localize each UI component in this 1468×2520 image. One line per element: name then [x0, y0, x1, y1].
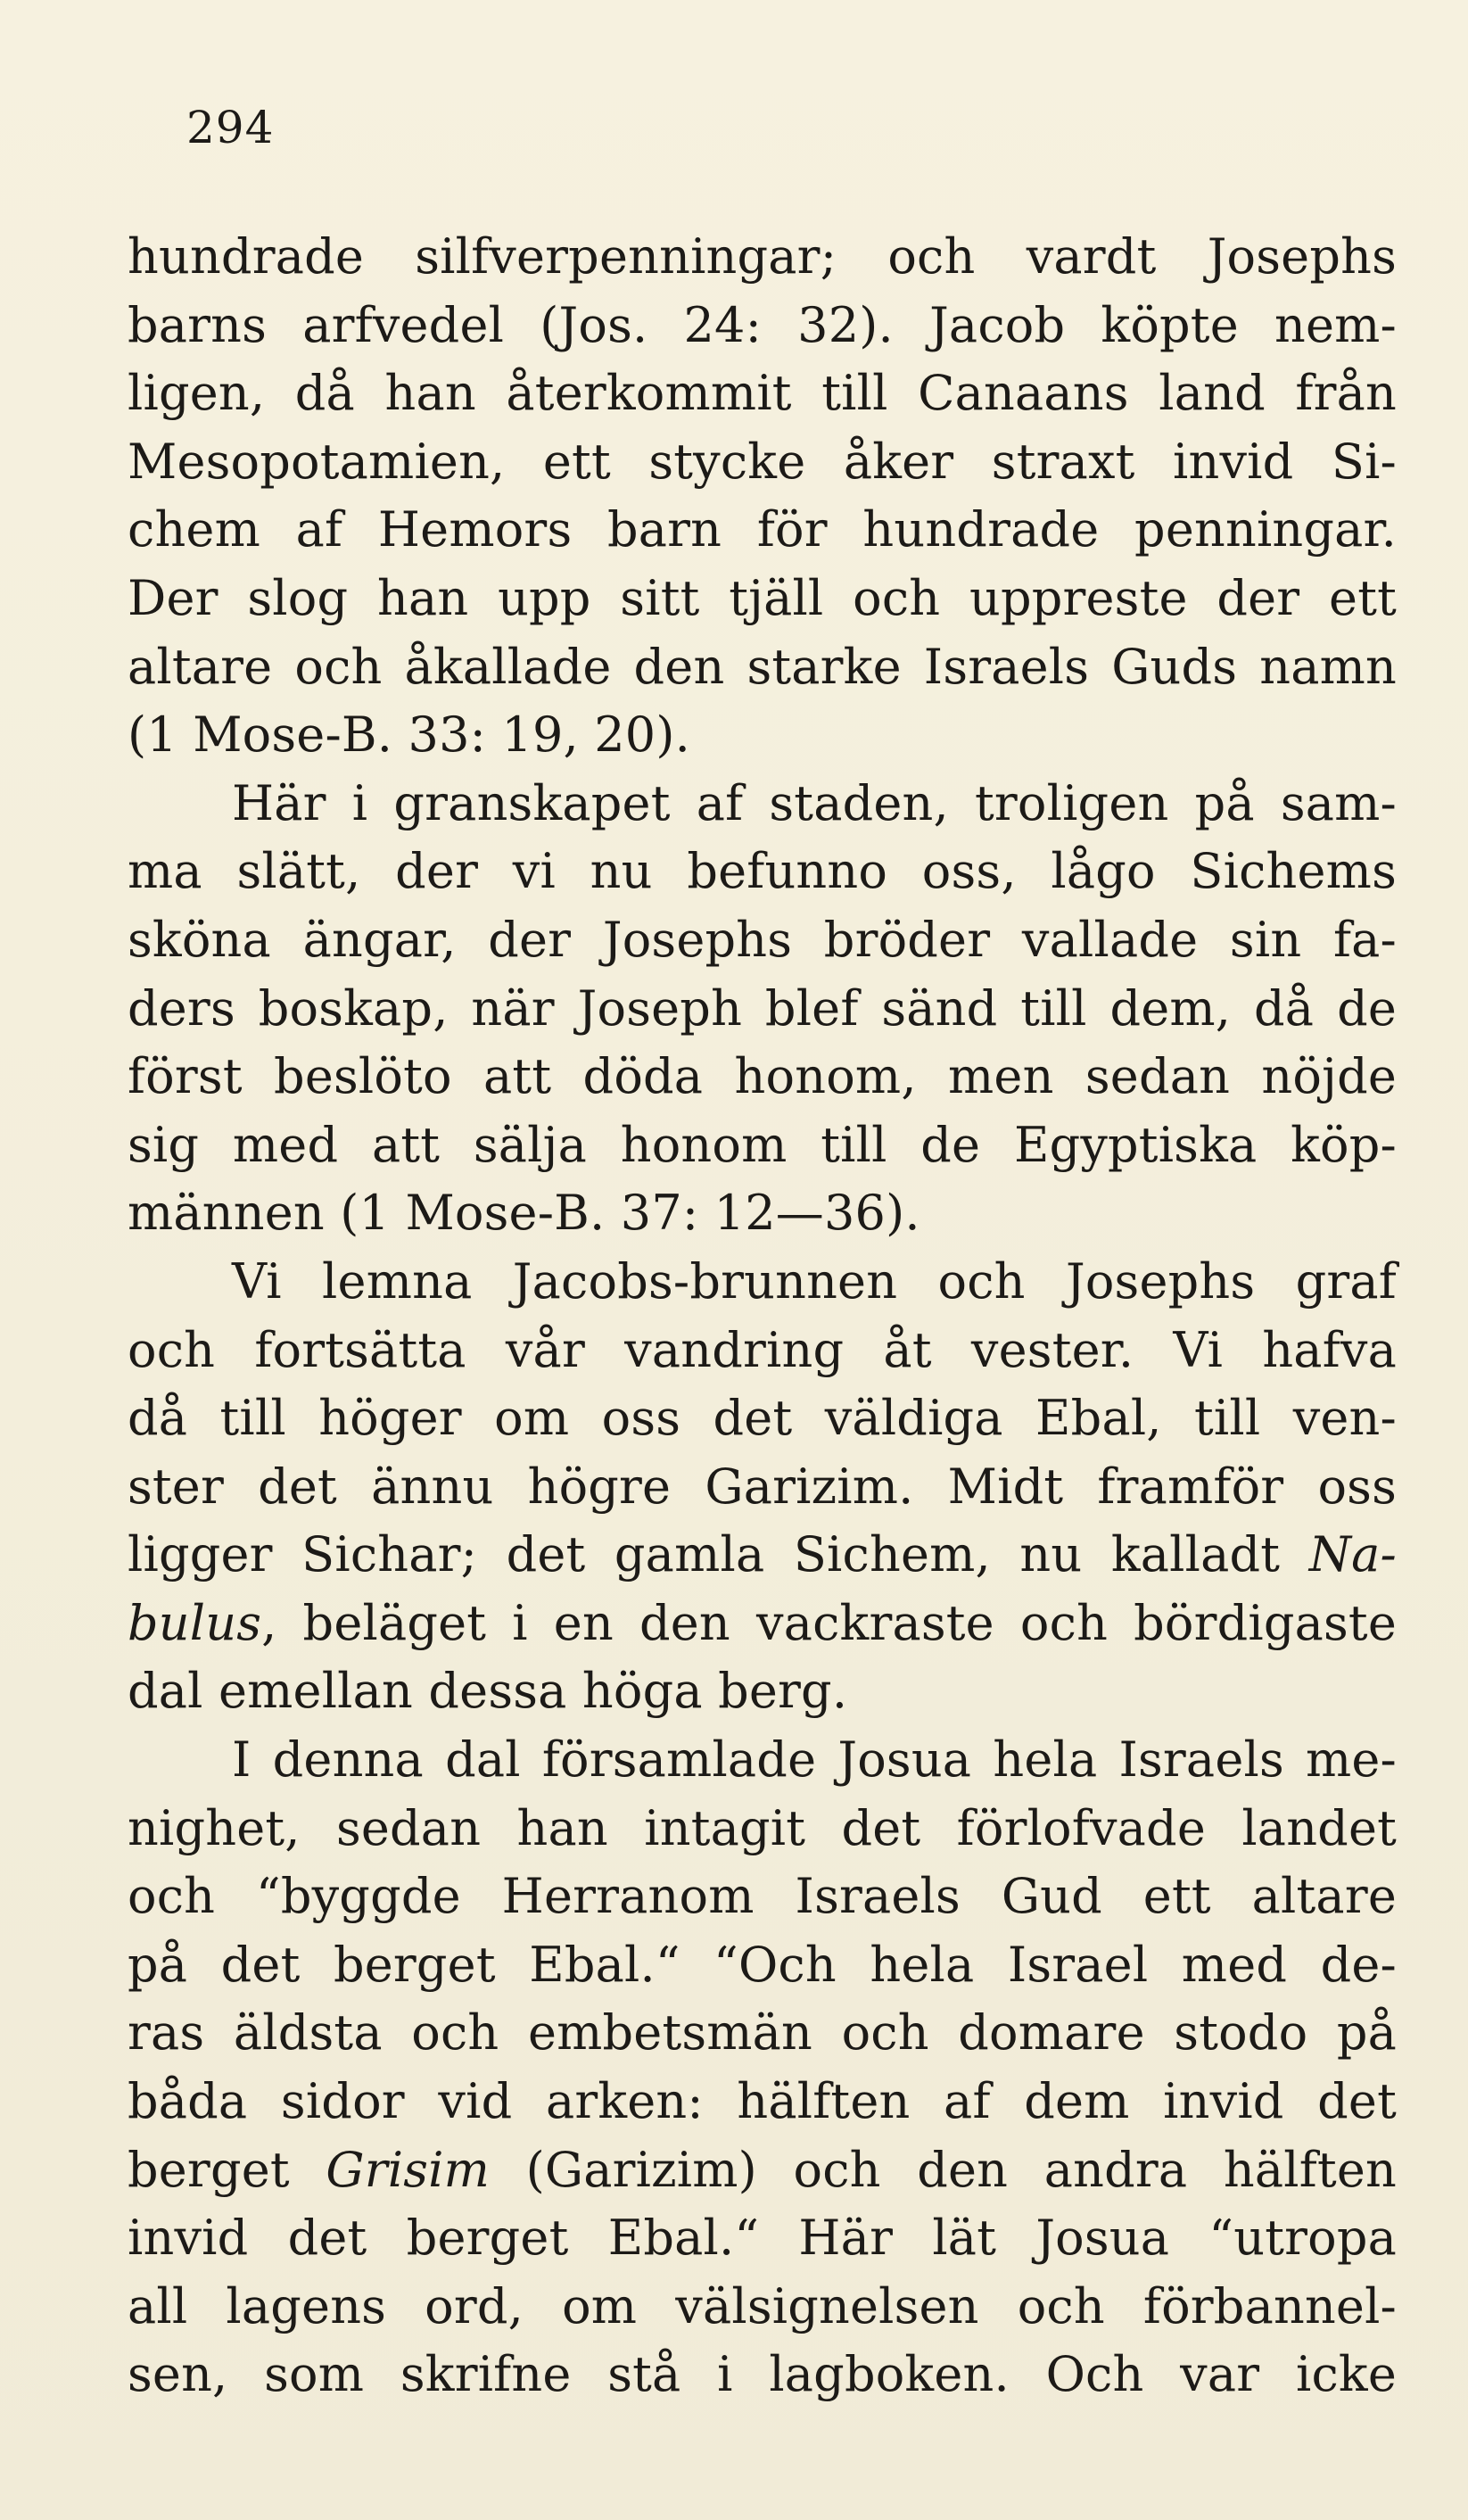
- text-line: nighet, sedan han intagit det förlofvade landet: [128, 1799, 1397, 1856]
- text-line: sköna ängar, der Josephs bröder vallade sin fa-: [128, 911, 1397, 968]
- text-line: då till höger om oss det väldiga Ebal, till ven-: [128, 1390, 1397, 1447]
- text-line: Mesopotamien, ett stycke åker straxt invid Si-: [128, 433, 1397, 490]
- text-line: all lagens ord, om välsignelsen och förbannel-: [128, 2277, 1397, 2334]
- page-number: 294: [186, 102, 275, 153]
- text-line: I denna dal församlade Josua hela Israels me-: [232, 1731, 1397, 1789]
- text-line: båda sidor vid arken: hälften af dem invid det: [128, 2073, 1397, 2130]
- text-line: hundrade silfverpenningar; och vardt Josephs: [128, 228, 1397, 285]
- text-line: och fortsätta vår vandring åt vester. Vi hafva: [128, 1321, 1397, 1378]
- text-segment: ligger Sichar; det gamla Sichem, nu kalladt: [128, 1526, 1309, 1583]
- italic-place-name: Na-: [1308, 1526, 1397, 1583]
- text-line: barns arfvedel (Jos. 24: 32). Jacob köpte nem-: [128, 296, 1397, 353]
- text-line: männen (1 Mose-B. 37: 12—36).: [128, 1185, 920, 1242]
- text-line: invid det berget Ebal.“ Här lät Josua “utropa: [128, 2210, 1397, 2267]
- text-line: [128, 1590, 1397, 1658]
- text-line: altare och åkallade den starke Israels Guds namn: [128, 638, 1397, 695]
- text-line: dal emellan dessa höga berg.: [128, 1663, 848, 1720]
- text-line: Vi lemna Jacobs-brunnen och Josephs graf: [232, 1252, 1397, 1310]
- text-line: [128, 1521, 1397, 1590]
- text-line: ster det ännu högre Garizim. Midt framför oss: [128, 1458, 1397, 1515]
- text-line: ligen, då han återkommit till Canaans land från: [128, 365, 1397, 422]
- text-line: sen, som skrifne stå i lagboken. Och var icke: [128, 2346, 1397, 2403]
- text-line: Der slog han upp sitt tjäll och uppreste der ett: [128, 569, 1397, 626]
- text-line: sig med att sälja honom till de Egyptiska köp-: [128, 1116, 1397, 1173]
- text-line: [128, 2136, 1397, 2205]
- text-segment: (Garizim) och den andra hälften: [490, 2141, 1397, 2198]
- text-line: (1 Mose-B. 33: 19, 20).: [128, 706, 690, 764]
- body-text: [128, 223, 1397, 2409]
- text-line: ma slätt, der vi nu befunno oss, lågo Sichems: [128, 843, 1397, 900]
- text-line: först beslöto att döda honom, men sedan nöjde: [128, 1048, 1397, 1105]
- text-line: ras äldsta och embetsmän och domare stodo på: [128, 2004, 1397, 2061]
- text-segment: , beläget i en den vackraste och bördigaste: [261, 1594, 1397, 1651]
- italic-place-name: bulus: [128, 1594, 262, 1651]
- text-line: Här i granskapet af staden, troligen på sam-: [232, 774, 1397, 831]
- text-line: ders boskap, när Joseph blef sänd till dem, då de: [128, 979, 1397, 1037]
- italic-place-name: Grisim: [326, 2141, 490, 2198]
- text-line: på det berget Ebal.“ “Och hela Israel med de-: [128, 1936, 1397, 1993]
- text-segment: berget: [128, 2141, 326, 2198]
- text-line: och “byggde Herranom Israels Gud ett altare: [128, 1868, 1397, 1925]
- text-line: chem af Hemors barn för hundrade penningar.: [128, 501, 1397, 558]
